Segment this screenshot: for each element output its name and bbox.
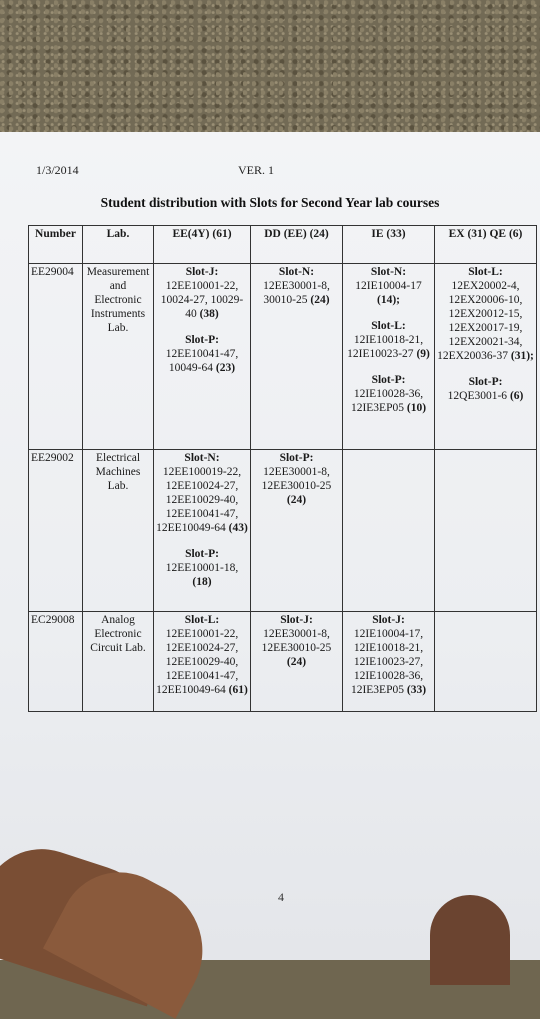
slot-entry xyxy=(345,265,432,307)
cell-number: EE29004 xyxy=(29,264,83,450)
cell-ee xyxy=(154,612,251,712)
cell-dd xyxy=(251,612,343,712)
roll-ranges: 12QE3001-6 xyxy=(447,390,510,402)
table-row xyxy=(29,264,537,450)
distribution-table xyxy=(28,225,537,712)
cell-ie xyxy=(343,264,435,450)
slot-label: Slot-J: xyxy=(372,614,405,626)
cell-dd xyxy=(251,264,343,450)
slot-label: Slot-P: xyxy=(468,376,503,388)
slot-entry xyxy=(345,613,432,697)
cell-number: EE29002 xyxy=(29,450,83,612)
cell-number: EC29008 xyxy=(29,612,83,712)
slot-label: Slot-P: xyxy=(185,548,219,560)
slot-entry xyxy=(156,451,248,535)
roll-ranges: 12IE10004-17, 12IE10018-21, 12IE10023-27, 12IE10028-36, 12IE3EP05 xyxy=(350,628,424,696)
slot-gap xyxy=(156,321,248,333)
roll-ranges: 12EE10001-22, 10024-27, 10029-40 xyxy=(160,280,244,320)
slot-entry xyxy=(156,613,248,697)
page-number: 4 xyxy=(278,890,284,904)
cell-lab: Measurement and Electronic Instruments Lab. xyxy=(83,264,154,450)
slot-label: Slot-L: xyxy=(468,266,503,278)
student-count: (14); xyxy=(377,294,400,306)
slot-entry xyxy=(437,375,534,403)
roll-ranges: 12IE10018-21, 12IE10023-27 xyxy=(347,334,424,360)
student-count: (33) xyxy=(406,684,427,696)
slot-label: Slot-L: xyxy=(371,320,406,332)
slot-entry xyxy=(345,373,432,415)
slot-entry xyxy=(156,333,248,375)
header-lab: Lab. xyxy=(83,226,154,264)
slot-gap xyxy=(345,361,432,373)
slot-gap xyxy=(345,307,432,319)
cell-ex xyxy=(435,264,537,450)
slot-entry xyxy=(253,613,340,669)
student-count: (61) xyxy=(228,684,248,696)
header-ex: EX (31) QE (6) xyxy=(435,226,537,264)
header-ie: IE (33) xyxy=(343,226,435,264)
cell-dd xyxy=(251,450,343,612)
student-count: (9) xyxy=(416,348,430,360)
roll-ranges: 12EE10041-47, 10049-64 xyxy=(165,348,239,374)
cell-lab: Electrical Machines Lab. xyxy=(83,450,154,612)
slot-entry xyxy=(345,319,432,361)
table-row xyxy=(29,612,537,712)
roll-ranges: 12EE30001-8, 12EE30010-25 xyxy=(261,466,332,492)
header-number: Number xyxy=(29,226,83,264)
slot-label: Slot-P: xyxy=(279,452,314,464)
student-count: (24) xyxy=(286,494,307,506)
cell-ex xyxy=(435,450,537,612)
document-date: 1/3/2014 xyxy=(36,163,79,177)
student-count: (10) xyxy=(406,402,427,414)
background-ground xyxy=(0,0,540,150)
slot-label: Slot-N: xyxy=(184,452,220,464)
slot-label: Slot-N: xyxy=(278,266,315,278)
slot-entry xyxy=(437,265,534,363)
slot-gap xyxy=(437,363,534,375)
roll-ranges: 12EE30001-8, 12EE30010-25 xyxy=(261,628,332,654)
student-count: (38) xyxy=(199,308,219,320)
slot-entry xyxy=(156,265,248,321)
header-ee: EE(4Y) (61) xyxy=(154,226,251,264)
roll-ranges: 12EE10001-22, 12EE10024-27, 12EE10029-40, 12EE10041-47, 12EE10049-64 xyxy=(156,628,239,696)
header-dd: DD (EE) (24) xyxy=(251,226,343,264)
cell-ie xyxy=(343,612,435,712)
table-header-row xyxy=(29,226,537,264)
slot-label: Slot-P: xyxy=(185,334,219,346)
document-title: Student distribution with Slots for Second Year lab courses xyxy=(100,195,440,210)
student-count: (43) xyxy=(228,522,248,534)
cell-lab: Analog Electronic Circuit Lab. xyxy=(83,612,154,712)
student-count: (24) xyxy=(286,656,307,668)
student-count: (24) xyxy=(310,294,330,306)
slot-entry xyxy=(253,265,340,307)
student-count: (31); xyxy=(510,350,534,362)
roll-ranges: 12EX20002-4, 12EX20006-10, 12EX20012-15, 12EX20017-19, 12EX20021-34, 12EX20036-37 xyxy=(437,280,523,362)
document-version: VER. 1 xyxy=(238,163,274,177)
slot-label: Slot-P: xyxy=(371,374,406,386)
student-count: (18) xyxy=(192,576,212,588)
slot-entry xyxy=(253,451,340,507)
roll-ranges: 12IE10028-36, 12IE3EP05 xyxy=(350,388,424,414)
roll-ranges: 12EE30001-8, 30010-25 xyxy=(263,280,330,306)
slot-gap xyxy=(156,535,248,547)
slot-label: Slot-N: xyxy=(370,266,407,278)
slot-label: Slot-J: xyxy=(280,614,313,626)
roll-ranges: 12EE100019-22, 12EE10024-27, 12EE10029-40, 12EE10041-47, 12EE10049-64 xyxy=(156,466,242,534)
slot-entry xyxy=(156,547,248,589)
cell-ee xyxy=(154,264,251,450)
table-row xyxy=(29,450,537,612)
slot-label: Slot-L: xyxy=(184,614,220,626)
finger-right xyxy=(430,895,510,985)
roll-ranges: 12IE10004-17 xyxy=(355,280,422,292)
slot-label: Slot-J: xyxy=(185,266,219,278)
cell-ee xyxy=(154,450,251,612)
cell-ex xyxy=(435,612,537,712)
student-count: (6) xyxy=(509,390,524,402)
student-count: (23) xyxy=(215,362,236,374)
cell-ie xyxy=(343,450,435,612)
roll-ranges: 12EE10001-18, xyxy=(165,562,239,574)
